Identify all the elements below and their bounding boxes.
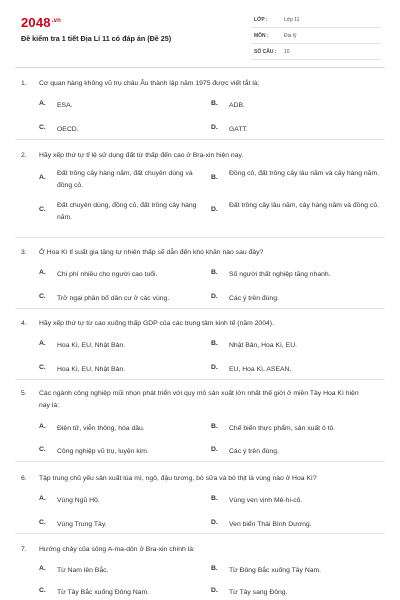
option-letter: A. xyxy=(39,495,46,502)
option-letter: D. xyxy=(211,519,218,526)
option-letter: A. xyxy=(39,565,46,572)
question-text: Ở Hoa Kì tỉ suất gia tăng tự nhiên thấp sẽ dẫn đến khó khăn nào sau đây? xyxy=(39,249,264,256)
option-text: Đất trồng cây hàng năm, đất chuyên dùng và đồng cỏ. xyxy=(57,170,193,189)
meta-row-count xyxy=(252,46,380,60)
document-title: Đề kiểm tra 1 tiết Địa Lí 11 có đáp án (Đề 25) xyxy=(21,34,172,43)
option-letter: D. xyxy=(211,446,218,453)
option-text: Chế biến thực phẩm, sản xuất ô tô. xyxy=(229,425,336,432)
option-letter: D. xyxy=(211,364,218,371)
question-number: 1. xyxy=(21,80,27,87)
page-header xyxy=(0,0,400,66)
site-logo[interactable] xyxy=(21,15,61,30)
question-divider xyxy=(15,461,385,462)
meta-label: SỐ CÂU : xyxy=(254,49,277,55)
question-number: 6. xyxy=(21,475,27,482)
meta-value: Lớp 11 xyxy=(284,17,300,23)
question-divider xyxy=(15,308,385,309)
question-divider xyxy=(15,139,385,140)
option-text: Hoa Kì, EU, Nhật Bản. xyxy=(57,366,126,373)
question-number: 5. xyxy=(21,390,27,397)
option-letter: C. xyxy=(39,293,46,300)
meta-row-subject xyxy=(252,30,380,44)
header-divider xyxy=(15,67,385,68)
option-letter: B. xyxy=(211,269,218,276)
option-letter: D. xyxy=(211,206,218,213)
option-text: Từ Nam lên Bắc. xyxy=(57,567,109,574)
option-text: Các ý trên đúng. xyxy=(229,448,279,455)
question-text: Tập trung chủ yếu sản xuất lúa mì, ngô, đậu tương, bò sữa và bò thịt là vùng nào ở Hoa Kì? xyxy=(39,475,317,482)
question-number: 7. xyxy=(21,546,27,553)
question-divider xyxy=(15,237,385,238)
logo-suffix: .vn xyxy=(51,17,62,24)
option-text: Nhật Bản, Hoa Kì, EU. xyxy=(229,342,298,349)
option-text: Đất trồng cây lâu năm, cây hàng năm và đồng cỏ. xyxy=(229,202,379,209)
question-text: Hãy xếp thứ tự từ cao xuống thấp GDP của các trung tâm kinh tế (năm 2004). xyxy=(39,320,274,327)
option-text: Vùng Trung Tây. xyxy=(57,521,107,528)
question-text: Hãy xếp thứ tự tỉ lệ sử dụng đất từ thấp đến cao ở Bra-xin hiện nay. xyxy=(39,152,244,159)
meta-value: Địa lý xyxy=(284,33,297,39)
option-text: Đồng cỏ, đất trồng cây lâu năm và cây hàng năm. xyxy=(229,170,379,177)
meta-label: MÔN : xyxy=(254,33,269,39)
option-letter: A. xyxy=(39,174,46,181)
option-letter: D. xyxy=(211,124,218,131)
meta-row-class xyxy=(252,14,380,28)
option-letter: B. xyxy=(211,565,218,572)
option-text: Hoa Kì, EU, Nhật Bản. xyxy=(57,342,126,349)
option-letter: B. xyxy=(211,423,218,430)
option-letter: A. xyxy=(39,423,46,430)
option-text: GATT. xyxy=(229,126,248,133)
option-text: Điện tử, viễn thông, hóa dầu. xyxy=(57,425,145,432)
option-text: Công nghiệp vũ trụ, luyện kim. xyxy=(57,448,149,455)
question-number: 4. xyxy=(21,320,27,327)
option-letter: C. xyxy=(39,364,46,371)
option-letter: C. xyxy=(39,519,46,526)
option-text: OECD. xyxy=(57,126,79,133)
option-letter: C. xyxy=(39,446,46,453)
option-text: Trở ngại phân bố dân cư ở các vùng. xyxy=(57,295,170,302)
option-letter: A. xyxy=(39,269,46,276)
option-letter: B. xyxy=(211,495,218,502)
question-text: Cơ quan hàng không vũ trụ châu Âu thành lập năm 1975 được viết tắt là: xyxy=(39,80,260,87)
option-letter: B. xyxy=(211,174,218,181)
option-letter: C. xyxy=(39,206,46,213)
question-divider xyxy=(15,379,385,380)
option-text: Vùng Ngũ Hồ. xyxy=(57,497,100,504)
option-text: Chi phí nhiều cho người cao tuổi. xyxy=(57,271,158,278)
option-text: Từ Tây sang Đông. xyxy=(229,589,288,596)
question-number: 2. xyxy=(21,152,27,159)
option-letter: C. xyxy=(39,124,46,131)
option-text: Ven biển Thái Bình Dương. xyxy=(229,521,312,528)
logo-text: 2048 xyxy=(21,15,51,30)
option-text: Từ Đông Bắc xuống Tây Nam. xyxy=(229,567,322,574)
question-text: Hướng chảy của sông A-ma-dôn ở Bra-xin chính là: xyxy=(39,546,195,553)
option-text: Các ý trên đúng. xyxy=(229,295,279,302)
option-letter: B. xyxy=(211,340,218,347)
option-text: ESA. xyxy=(57,102,73,109)
meta-label: LỚP : xyxy=(254,17,268,23)
option-letter: A. xyxy=(39,340,46,347)
exam-meta xyxy=(252,14,380,62)
option-letter: A. xyxy=(39,100,46,107)
question-number: 3. xyxy=(21,249,27,256)
option-text: Từ Tây Bắc xuống Đông Nam. xyxy=(57,589,150,596)
option-letter: D. xyxy=(211,293,218,300)
option-letter: C. xyxy=(39,587,46,594)
option-letter: B. xyxy=(211,100,218,107)
question-text: Các ngành công nghiệp mũi nhọn phát triển với quy mô sản xuất lớn nhất thế giới ở miền Tây Hoa Kì hiện nay là: xyxy=(39,390,359,409)
question-divider xyxy=(15,533,385,534)
option-text: Đất chuyên dùng, đồng cỏ, đất trồng cây hàng năm. xyxy=(57,202,197,221)
meta-value: 10 xyxy=(284,49,290,55)
option-letter: D. xyxy=(211,587,218,594)
option-text: Vùng ven vịnh Mê-hi-cô. xyxy=(229,497,303,504)
option-text: EU, Hoa Kì, ASEAN. xyxy=(229,366,292,373)
option-text: Số người thất nghiệp tăng nhanh. xyxy=(229,271,331,278)
option-text: ADB. xyxy=(229,102,245,109)
